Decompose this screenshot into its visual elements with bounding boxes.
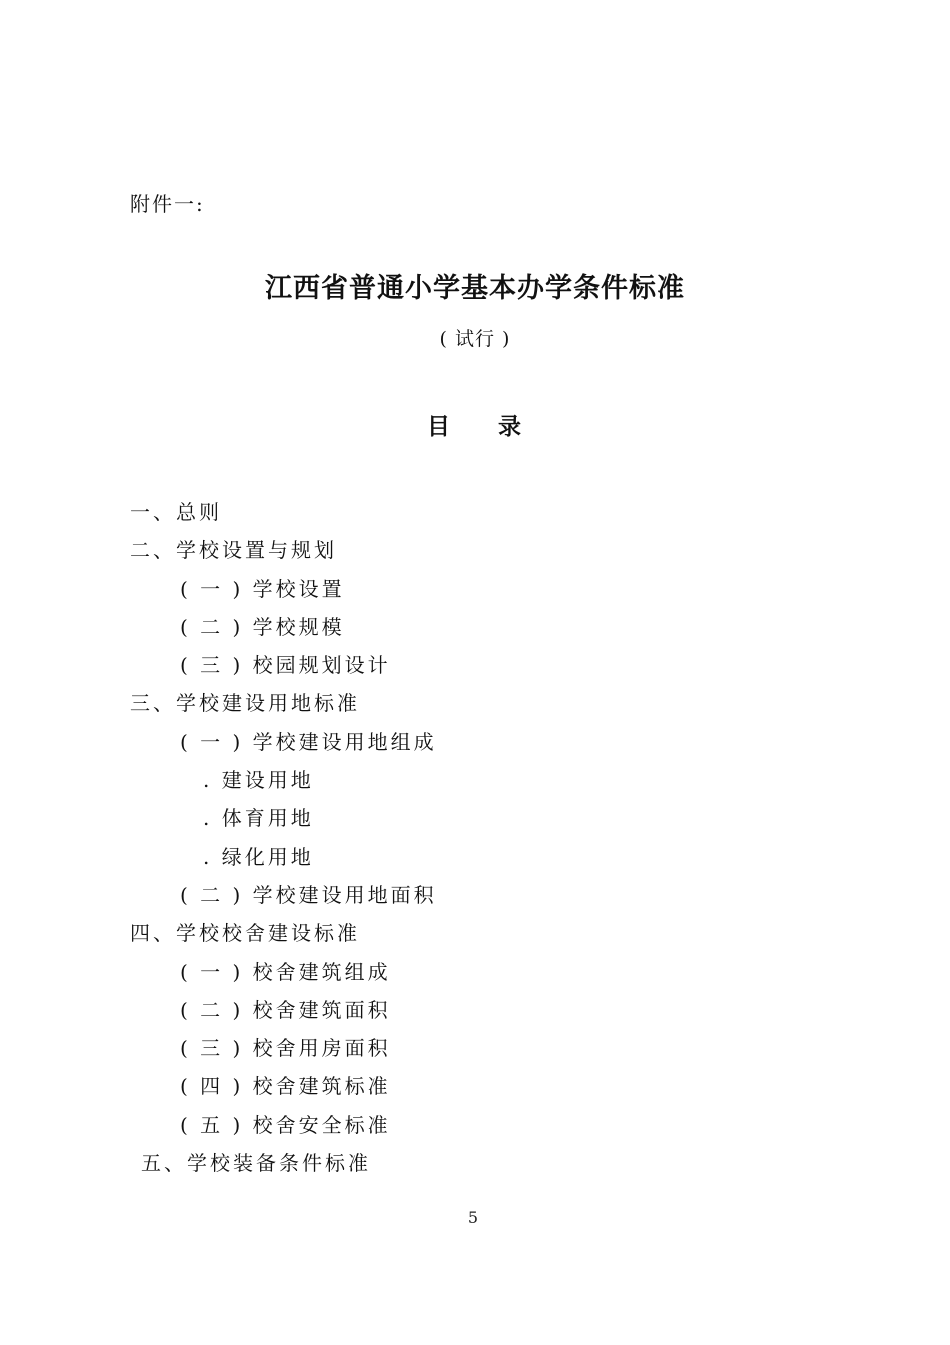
toc-item: 四、学校校舍建设标准	[130, 921, 360, 946]
toc-heading: 目 录	[426, 414, 541, 440]
toc-item: . 建设用地	[203, 768, 314, 793]
toc-item: ( 二 ) 学校建设用地面积	[180, 882, 437, 907]
toc-item: 一、总则	[130, 500, 222, 524]
toc-item: ( 五 ) 校舍安全标准	[180, 1112, 391, 1137]
toc-item: ( 二 ) 校舍建筑面积	[180, 997, 391, 1022]
toc-item: . 绿化用地	[203, 844, 314, 869]
page-number: 5	[467, 1208, 483, 1227]
toc-item: 五、学校装备条件标准	[141, 1151, 371, 1176]
toc-item: ( 三 ) 校舍用房面积	[180, 1036, 391, 1061]
toc-item: 二、学校设置与规划	[130, 538, 337, 563]
document-title: 江西省普通小学基本办学条件标准	[265, 273, 685, 304]
toc-item: ( 二 ) 学校规模	[180, 614, 345, 639]
table-of-contents	[0, 497, 950, 1186]
toc-item: . 体育用地	[203, 806, 314, 831]
toc-item: ( 四 ) 校舍建筑标准	[180, 1074, 391, 1099]
toc-item: ( 一 ) 校舍建筑组成	[180, 959, 391, 984]
toc-item: 三、学校建设用地标准	[130, 691, 360, 716]
document-subtitle: ( 试行 )	[439, 328, 511, 350]
toc-item: ( 一 ) 学校设置	[180, 576, 345, 601]
toc-item: ( 三 ) 校园规划设计	[180, 653, 391, 678]
toc-item: ( 一 ) 学校建设用地组成	[180, 729, 437, 754]
attachment-label: 附件一:	[130, 192, 205, 216]
